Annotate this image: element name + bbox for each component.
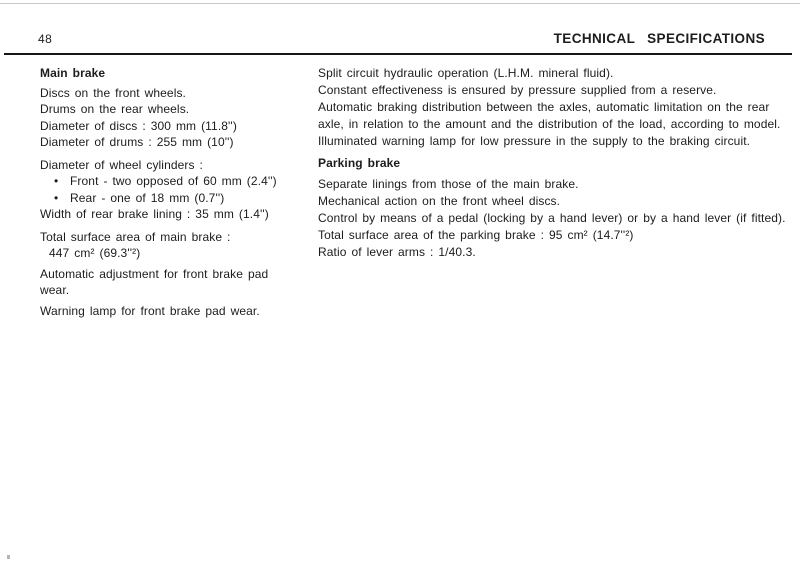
- spec-line-warning-lamp: Illuminated warning lamp for low pressure in the supply to the braking circuit.: [318, 133, 751, 148]
- spec-line-split-circuit: Split circuit hydraulic operation (L.H.M. mineral fluid).: [318, 66, 614, 80]
- bullet-marker: •: [54, 174, 59, 188]
- hydraulics-parking-section: [318, 65, 790, 319]
- parking-brake-heading: Parking brake: [318, 156, 401, 170]
- page-header: [0, 0, 800, 46]
- spec-line-lining-width: Width of rear brake lining : 35 mm (1.4''): [40, 207, 269, 221]
- bullet-item-front-label: Front - two opposed of 60 mm (2.4''): [70, 174, 277, 188]
- main-brake-heading: Main brake: [40, 66, 106, 80]
- spec-line-drum-diameter: Diameter of drums : 255 mm (10''): [40, 135, 234, 149]
- bullet-item-rear: [40, 190, 282, 207]
- cylinder-bullet-list: [40, 173, 282, 206]
- content-columns: [0, 55, 800, 319]
- spec-line-mechanical: Mechanical action on the front wheel discs.: [318, 193, 561, 208]
- spec-line-effectiveness: Constant effectiveness is ensured by pressure supplied from a reserve.: [318, 83, 717, 97]
- page-number: 48: [38, 32, 53, 46]
- spec-line-control: Control by means of a pedal (locking by a hand lever) or by a hand lever (if fitted).: [318, 210, 786, 225]
- spec-line-pad-warning: Warning lamp for front brake pad wear.: [40, 303, 260, 318]
- spec-line-cylinders-label: Diameter of wheel cylinders :: [40, 157, 203, 172]
- scan-speck-artifact: [7, 555, 10, 559]
- spec-line-disc-diameter: Diameter of discs : 300 mm (11.8''): [40, 118, 237, 133]
- scan-edge-artifact: [0, 3, 800, 4]
- spec-line-drums: Drums on the rear wheels.: [40, 102, 190, 116]
- main-brake-section: [40, 65, 282, 319]
- bullet-item-rear-label: Rear - one of 18 mm (0.7''): [70, 190, 225, 205]
- spec-line-distribution: Automatic braking distribution between the axles, automatic limitation on the rear axle, in relation to the amount and the distribution of the load, according to model.: [318, 100, 781, 131]
- spec-line-discs: Discs on the front wheels.: [40, 85, 186, 100]
- spec-line-adjustment: Automatic adjustment for front brake pad wear.: [40, 266, 269, 297]
- page-title: TECHNICAL SPECIFICATIONS: [553, 31, 765, 46]
- spec-line-lever-ratio: Ratio of lever arms : 1/40.3.: [318, 244, 476, 259]
- spec-line-linings: Separate linings from those of the main brake.: [318, 176, 579, 191]
- bullet-marker: •: [54, 190, 59, 205]
- spec-line-parking-surface: Total surface area of the parking brake : 95 cm² (14.7''²): [318, 227, 634, 242]
- spec-line-total-value: 447 cm² (69.3''²): [49, 246, 141, 260]
- bullet-item-front: [40, 173, 282, 190]
- spec-line-total-label: Total surface area of main brake :: [40, 229, 231, 244]
